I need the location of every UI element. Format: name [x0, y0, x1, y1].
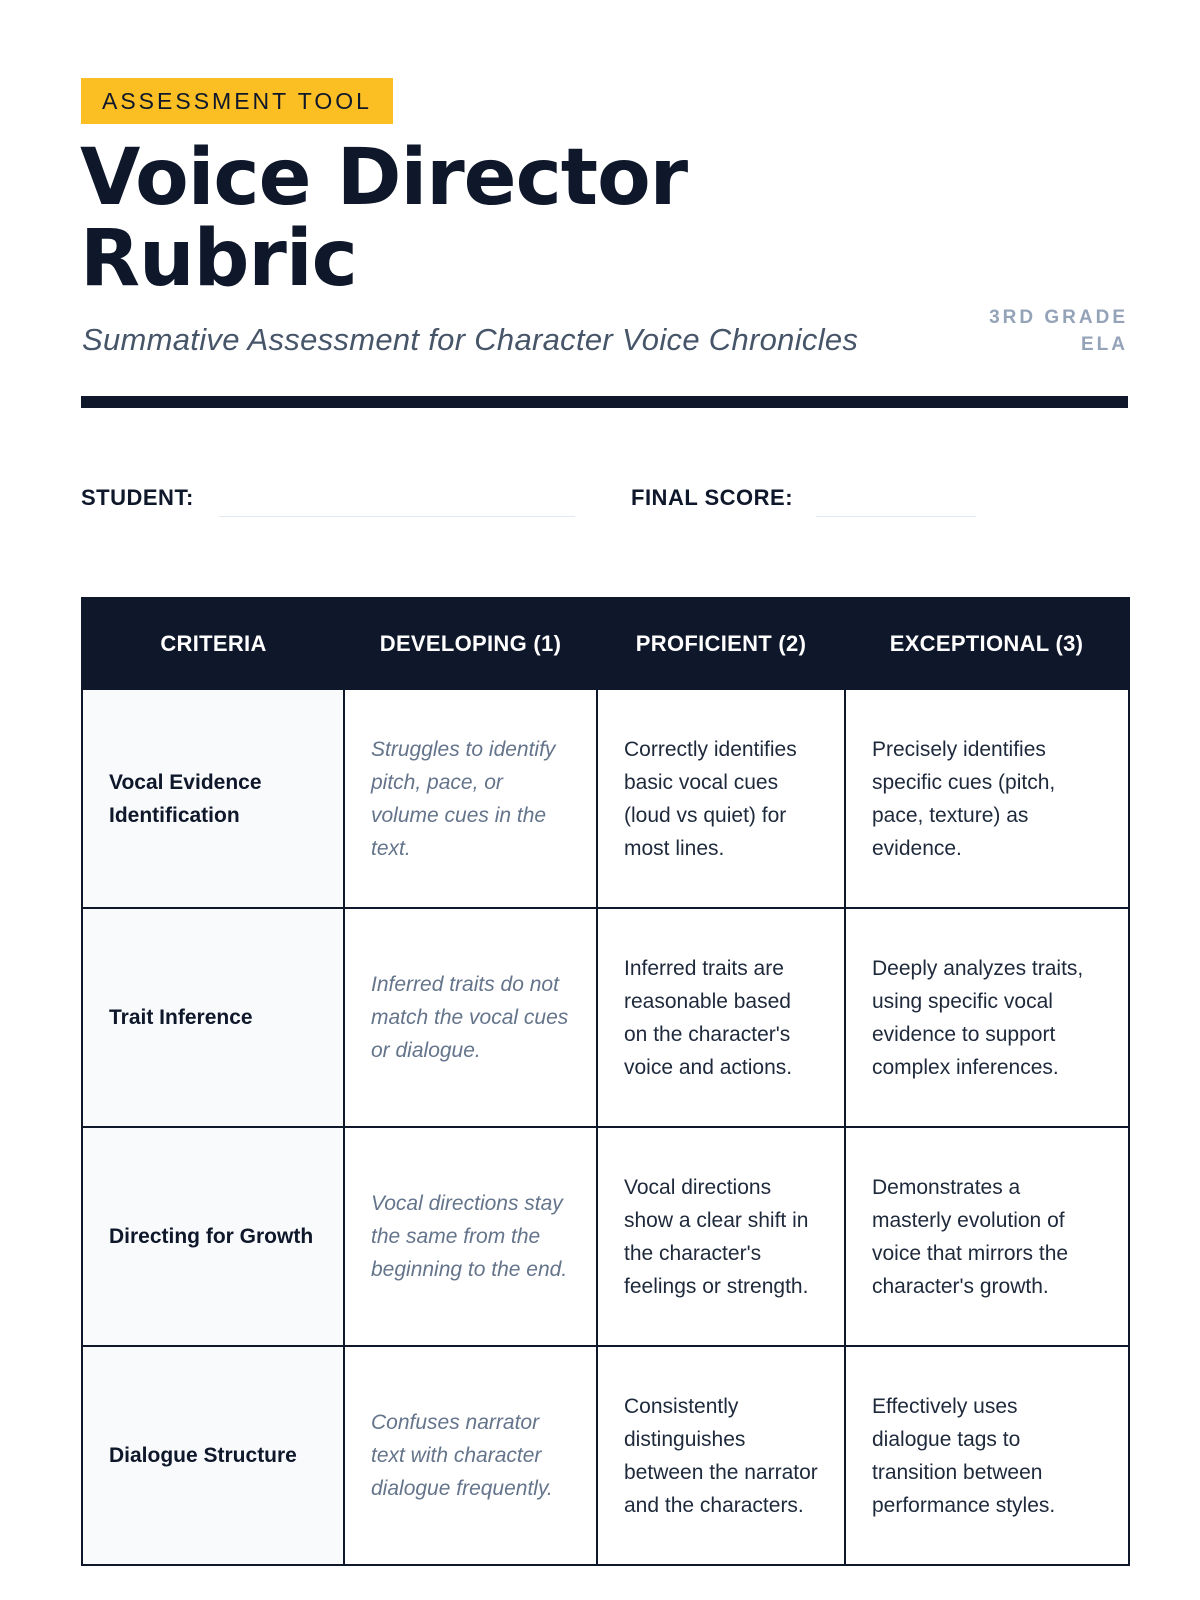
table-header-row — [82, 598, 1129, 689]
criterion-cell: Trait Inference — [82, 908, 344, 1127]
assessment-tag: ASSESSMENT TOOL — [81, 78, 393, 124]
rubric-page — [80, 78, 1128, 1517]
developing-cell: Vocal directions stay the same from the beginning to the end. — [344, 1127, 597, 1346]
exceptional-cell: Deeply analyzes traits, using specific vocal evidence to support complex inferences. — [845, 908, 1129, 1127]
proficient-cell: Correctly identifies basic vocal cues (loud vs quiet) for most lines. — [597, 689, 845, 908]
page-title: Voice Director Rubric — [80, 133, 688, 304]
header-proficient: PROFICIENT (2) — [597, 598, 845, 689]
proficient-cell: Inferred traits are reasonable based on the character's voice and actions. — [597, 908, 845, 1127]
student-label: STUDENT: — [81, 485, 194, 510]
table-row — [82, 908, 1129, 1127]
exceptional-cell: Precisely identifies specific cues (pitch, pace, texture) as evidence. — [845, 689, 1129, 908]
header-divider — [81, 396, 1128, 408]
table-row — [82, 689, 1129, 908]
developing-cell: Confuses narrator text with character dialogue frequently. — [344, 1346, 597, 1565]
rubric-table — [81, 597, 1130, 1566]
final-score-field[interactable] — [816, 516, 976, 517]
developing-cell: Inferred traits do not match the vocal cues or dialogue. — [344, 908, 597, 1127]
grade-level: 3RD GRADE — [989, 307, 1128, 328]
proficient-cell: Vocal directions show a clear shift in the character's feelings or strength. — [597, 1127, 845, 1346]
header-developing: DEVELOPING (1) — [344, 598, 597, 689]
student-name-field[interactable] — [219, 516, 575, 517]
criterion-cell: Vocal Evidence Identification — [82, 689, 344, 908]
developing-cell: Struggles to identify pitch, pace, or volume cues in the text. — [344, 689, 597, 908]
student-fields — [81, 481, 1128, 521]
table-row — [82, 1127, 1129, 1346]
exceptional-cell: Effectively uses dialogue tags to transition between performance styles. — [845, 1346, 1129, 1565]
header-criteria: CRITERIA — [82, 598, 344, 689]
table-row — [82, 1346, 1129, 1565]
grade-label — [989, 304, 1128, 358]
page-subtitle: Summative Assessment for Character Voice Chronicles — [82, 322, 859, 357]
final-score-label: FINAL SCORE: — [631, 485, 794, 510]
grade-subject: ELA — [1081, 334, 1128, 355]
subtitle-row — [81, 307, 1128, 380]
exceptional-cell: Demonstrates a masterly evolution of voice that mirrors the character's growth. — [845, 1127, 1129, 1346]
header-exceptional: EXCEPTIONAL (3) — [845, 598, 1129, 689]
proficient-cell: Consistently distinguishes between the narrator and the characters. — [597, 1346, 845, 1565]
criterion-cell: Directing for Growth — [82, 1127, 344, 1346]
criterion-cell: Dialogue Structure — [82, 1346, 344, 1565]
